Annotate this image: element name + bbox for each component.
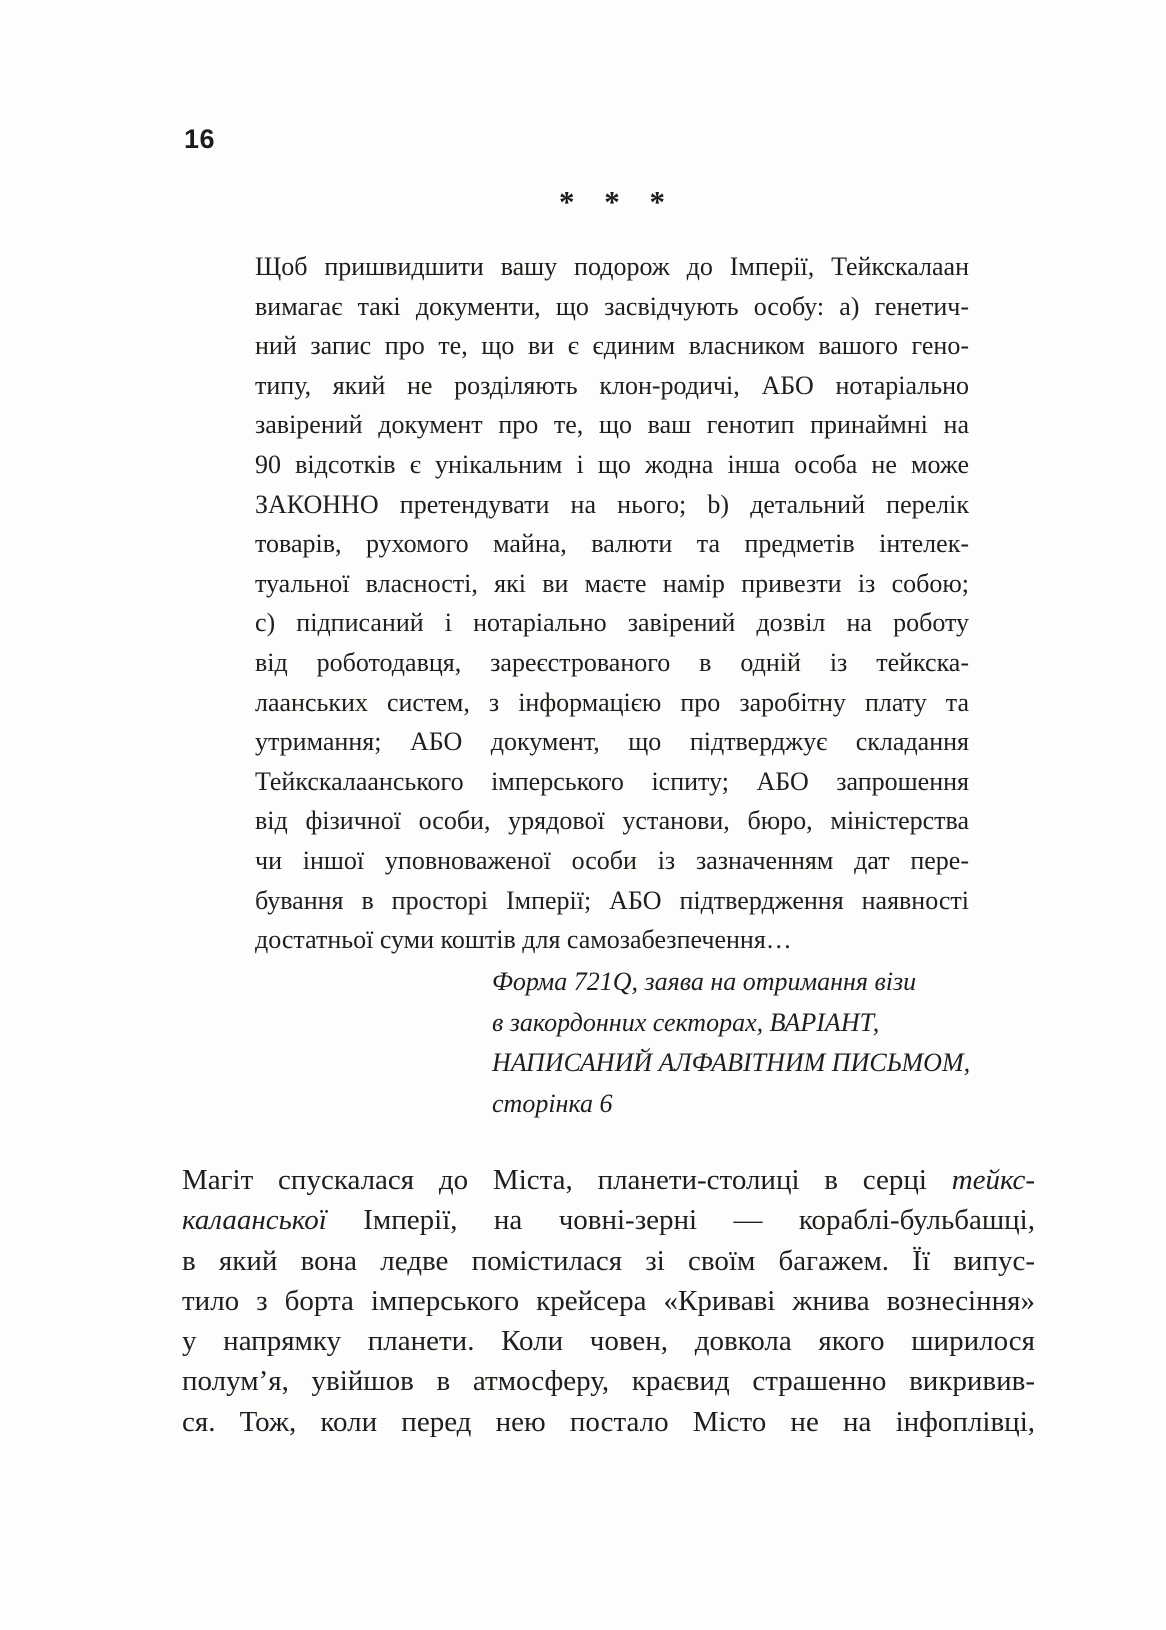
quote-line: типу, який не розділяють клон-родичі, АБО нотаріально bbox=[255, 370, 969, 400]
body-text-italic-segment: тейкс- bbox=[951, 1164, 1035, 1196]
body-line bbox=[182, 1361, 1035, 1401]
body-paragraph bbox=[182, 1160, 1035, 1442]
quote-line: достатньої суми коштів для самозабезпечення… bbox=[255, 925, 792, 955]
quote-line: 90 відсотків є унікальним і що жодна інша особа не може bbox=[255, 449, 969, 479]
body-text-segment: тило з борта імперського крейсера «Криваві жнива вознесіння» bbox=[182, 1284, 1035, 1317]
quote-line: Щоб пришвидшити вашу подорож до Імперії, Тейкскалаан bbox=[255, 252, 969, 281]
quote-block bbox=[255, 247, 969, 960]
body-text-segment: полум’я, увійшов в атмосферу, краєвид страшенно викривив- bbox=[182, 1365, 1035, 1398]
body-text-segment: Магіт спускалася до Міста, планети-столиці в серці bbox=[182, 1164, 952, 1196]
quote-line: бування в просторі Імперії; АБО підтвердження наявності bbox=[255, 885, 969, 915]
citation-line: сторінка 6 bbox=[492, 1088, 613, 1118]
quote-line: товарів, рухомого майна, валюти та предметів інтелек- bbox=[255, 529, 969, 559]
quote-line: вимагає такі документи, що засвідчують особу: а) генетич- bbox=[255, 291, 969, 321]
body-text-segment: ся. Тож, коли перед нею постало Місто не на інфоплівці, bbox=[182, 1405, 1035, 1438]
body-text-segment: в який вона ледве помістилася зі своїм багажем. Її випус- bbox=[182, 1244, 1035, 1277]
quote-line: Тейкскалаанського імперського іспиту; АБО запрошення bbox=[255, 766, 969, 796]
body-line bbox=[182, 1200, 1035, 1240]
body-text-segment: Імперії, на човні-зерні — кораблі-бульбашці, bbox=[326, 1204, 1035, 1237]
body-line bbox=[182, 1160, 1035, 1200]
quote-line: лаанських систем, з інформацією про заробітну плату та bbox=[255, 687, 969, 717]
citation-line: НАПИСАНИЙ АЛФАВІТНИМ ПИСЬМОМ, bbox=[492, 1048, 971, 1078]
quote-line: утримання; АБО документ, що підтверджує складання bbox=[255, 727, 969, 757]
body-line bbox=[182, 1321, 1035, 1361]
quote-line: ний запис про те, що ви є єдиним власником вашого гено- bbox=[255, 331, 969, 361]
page-number: 16 bbox=[184, 124, 216, 154]
quote-line: від роботодавця, зареєстрованого в одній із тейкска- bbox=[255, 647, 969, 677]
body-line bbox=[182, 1241, 1035, 1281]
citation-line: в закордонних секторах, ВАРІАНТ, bbox=[492, 1007, 880, 1037]
quote-line: туальної власності, які ви маєте намір привезти із собою; bbox=[255, 568, 969, 598]
citation-line: Форма 721Q, заява на отримання візи bbox=[492, 967, 917, 996]
body-line bbox=[182, 1281, 1035, 1321]
section-separator: * * * bbox=[559, 184, 676, 219]
quote-line: від фізичної особи, урядової установи, бюро, міністерства bbox=[255, 806, 969, 836]
quote-line: чи іншої уповноваженої особи із зазначенням дат пере- bbox=[255, 845, 969, 875]
citation-block bbox=[492, 962, 982, 1124]
body-text-italic-segment: калаанської bbox=[182, 1204, 327, 1237]
quote-line: завірений документ про те, що ваш генотип принаймні на bbox=[255, 410, 969, 440]
body-text-segment: у напрямку планети. Коли човен, довкола якого ширилося bbox=[182, 1325, 1035, 1358]
quote-line: c) підписаний і нотаріально завірений дозвіл на роботу bbox=[255, 608, 969, 638]
body-line bbox=[182, 1402, 1035, 1442]
quote-line: ЗАКОННО претендувати на нього; b) детальний перелік bbox=[255, 489, 969, 519]
